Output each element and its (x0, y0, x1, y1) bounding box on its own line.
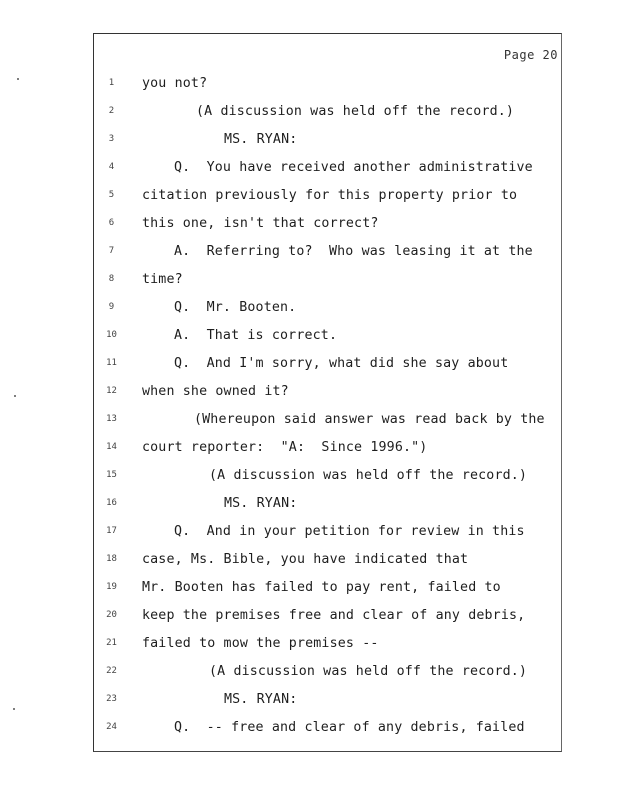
line-text: A. That is correct. (174, 328, 338, 343)
line-number: 13 (106, 414, 117, 424)
line-number: 11 (106, 358, 117, 368)
transcript-line (94, 326, 563, 346)
line-number: 10 (106, 330, 117, 340)
line-text: (A discussion was held off the record.) (196, 104, 515, 119)
line-number: 22 (106, 666, 117, 676)
transcript-line (94, 242, 563, 262)
transcript-line (94, 130, 563, 150)
line-number: 6 (108, 218, 115, 228)
line-text: citation previously for this property prior to (142, 188, 518, 203)
transcript-line (94, 550, 563, 570)
line-number: 19 (106, 582, 117, 592)
line-number: 5 (108, 190, 115, 200)
line-text: Q. -- free and clear of any debris, failed (174, 720, 525, 735)
transcript-line (94, 354, 563, 374)
line-text: Mr. Booten has failed to pay rent, failed to (142, 580, 501, 595)
line-text: Q. You have received another administrative (174, 160, 533, 175)
line-number: 12 (106, 386, 117, 396)
scan-speck (14, 395, 16, 397)
line-text: A. Referring to? Who was leasing it at the (174, 244, 533, 259)
line-number: 14 (106, 442, 117, 452)
transcript-line (94, 382, 563, 402)
transcript-line (94, 690, 563, 710)
transcript-line (94, 270, 563, 290)
line-text: failed to mow the premises -- (142, 636, 379, 651)
line-text: Q. Mr. Booten. (174, 300, 297, 315)
transcript-line (94, 102, 563, 122)
line-number: 23 (106, 694, 117, 704)
transcript-line (94, 634, 563, 654)
line-number: 9 (108, 302, 115, 312)
transcript-line (94, 494, 563, 514)
line-text: time? (142, 272, 183, 287)
line-text: court reporter: "A: Since 1996.") (142, 440, 428, 455)
line-number: 17 (106, 526, 117, 536)
line-number: 20 (106, 610, 117, 620)
transcript-line (94, 438, 563, 458)
line-number: 16 (106, 498, 117, 508)
line-text: MS. RYAN: (224, 132, 298, 147)
transcript-line (94, 410, 563, 430)
transcript-line (94, 718, 563, 738)
transcript-line (94, 578, 563, 598)
line-number: 4 (108, 162, 115, 172)
transcript-line (94, 214, 563, 234)
line-text: keep the premises free and clear of any debris, (142, 608, 526, 623)
line-text: case, Ms. Bible, you have indicated that (142, 552, 469, 567)
transcript-line (94, 74, 563, 94)
line-number: 2 (108, 106, 115, 116)
line-text: (A discussion was held off the record.) (209, 468, 528, 483)
line-text: this one, isn't that correct? (142, 216, 379, 231)
line-number: 3 (108, 134, 115, 144)
line-number: 8 (108, 274, 115, 284)
line-text: when she owned it? (142, 384, 289, 399)
transcript-line (94, 298, 563, 318)
transcript-line (94, 466, 563, 486)
line-number: 1 (108, 78, 115, 88)
transcript-line (94, 522, 563, 542)
transcript-line (94, 662, 563, 682)
line-number: 18 (106, 554, 117, 564)
page-number: Page 20 (503, 48, 558, 62)
line-text: Q. And in your petition for review in this (174, 524, 525, 539)
line-text: you not? (142, 76, 208, 91)
line-number: 24 (106, 722, 117, 732)
line-text: Q. And I'm sorry, what did she say about (174, 356, 509, 371)
transcript-line (94, 606, 563, 626)
line-number: 15 (106, 470, 117, 480)
transcript-page (93, 33, 562, 752)
transcript-line (94, 186, 563, 206)
scan-speck (13, 708, 15, 710)
line-number: 21 (106, 638, 117, 648)
line-text: (A discussion was held off the record.) (209, 664, 528, 679)
scan-speck (17, 78, 19, 80)
line-number: 7 (108, 246, 115, 256)
transcript-line (94, 158, 563, 178)
line-text: MS. RYAN: (224, 692, 298, 707)
line-text: (Whereupon said answer was read back by the (194, 412, 545, 427)
line-text: MS. RYAN: (224, 496, 298, 511)
